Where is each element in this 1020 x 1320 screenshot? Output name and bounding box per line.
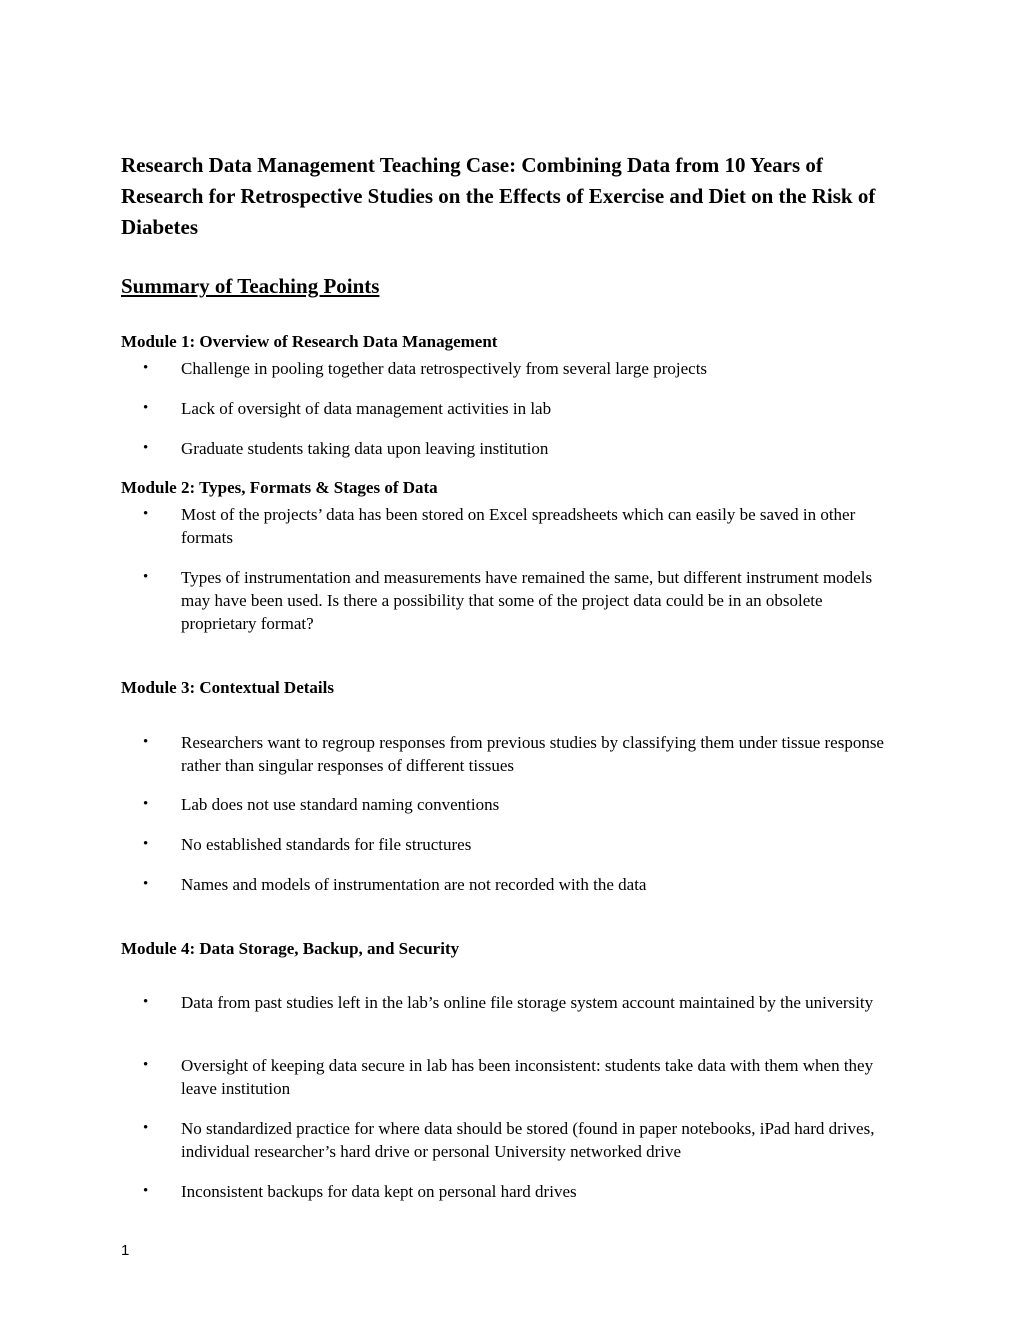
bullet-icon: •	[143, 569, 149, 585]
bullet-icon: •	[143, 1057, 149, 1073]
list-item	[121, 793, 901, 816]
page-number: 1	[121, 1242, 130, 1259]
list-item-text: Most of the projects’ data has been stored on Excel spreadsheets which can easily be saved in other formats	[181, 505, 856, 547]
list-item	[121, 1117, 901, 1163]
module-2-heading: Module 2: Types, Formats & Stages of Data	[121, 478, 438, 497]
list-item	[121, 437, 901, 460]
bullet-icon: •	[143, 994, 149, 1010]
list-item	[121, 833, 901, 856]
list-item-text: Oversight of keeping data secure in lab has been inconsistent: students take data with them when they leave institution	[181, 1056, 874, 1098]
bullet-icon: •	[143, 1183, 149, 1199]
bullet-icon: •	[143, 1120, 149, 1136]
module-1-heading: Module 1: Overview of Research Data Management	[121, 332, 498, 351]
list-item	[121, 1054, 901, 1100]
list-item	[121, 566, 901, 635]
list-item-text: Types of instrumentation and measurements have remained the same, but different instrument models may have been used. Is there a possibility that some of the project data could be in an obsolete proprietary format?	[181, 568, 873, 633]
list-item	[121, 991, 901, 1014]
list-item-text: Data from past studies left in the lab’s online file storage system account maintained by the university	[181, 993, 874, 1012]
list-item-text: No established standards for file structures	[181, 835, 472, 854]
bullet-icon: •	[143, 360, 149, 376]
list-item-text: Graduate students taking data upon leaving institution	[181, 439, 549, 458]
list-item-text: Lab does not use standard naming conventions	[181, 795, 500, 814]
list-item	[121, 1180, 901, 1203]
list-item	[121, 873, 901, 896]
list-item-text: Inconsistent backups for data kept on personal hard drives	[181, 1182, 577, 1201]
list-item-text: Challenge in pooling together data retrospectively from several large projects	[181, 359, 708, 378]
bullet-icon: •	[143, 836, 149, 852]
bullet-icon: •	[143, 506, 149, 522]
list-item	[121, 397, 901, 420]
module-3-heading: Module 3: Contextual Details	[121, 678, 334, 697]
list-item-text: Lack of oversight of data management activities in lab	[181, 399, 552, 418]
list-item	[121, 731, 901, 777]
bullet-icon: •	[143, 734, 149, 750]
module-4-heading: Module 4: Data Storage, Backup, and Security	[121, 939, 460, 958]
list-item	[121, 357, 901, 380]
list-item-text: No standardized practice for where data should be stored (found in paper notebooks, iPad hard drives, individual researcher’s hard drive or personal University networked drive	[181, 1119, 875, 1161]
list-item	[121, 503, 901, 549]
list-item-text: Names and models of instrumentation are not recorded with the data	[181, 875, 647, 894]
bullet-icon: •	[143, 876, 149, 892]
bullet-icon: •	[143, 796, 149, 812]
bullet-icon: •	[143, 400, 149, 416]
summary-heading: Summary of Teaching Points	[121, 274, 380, 298]
list-item-text: Researchers want to regroup responses from previous studies by classifying them under tissue response rather than singular responses of different tissues	[181, 733, 884, 775]
document-title: Research Data Management Teaching Case: Combining Data from 10 Years of Research for Retrospective Studies on the Effects of Exercise and Diet on the Risk of Diabetes	[121, 153, 876, 239]
bullet-icon: •	[143, 440, 149, 456]
